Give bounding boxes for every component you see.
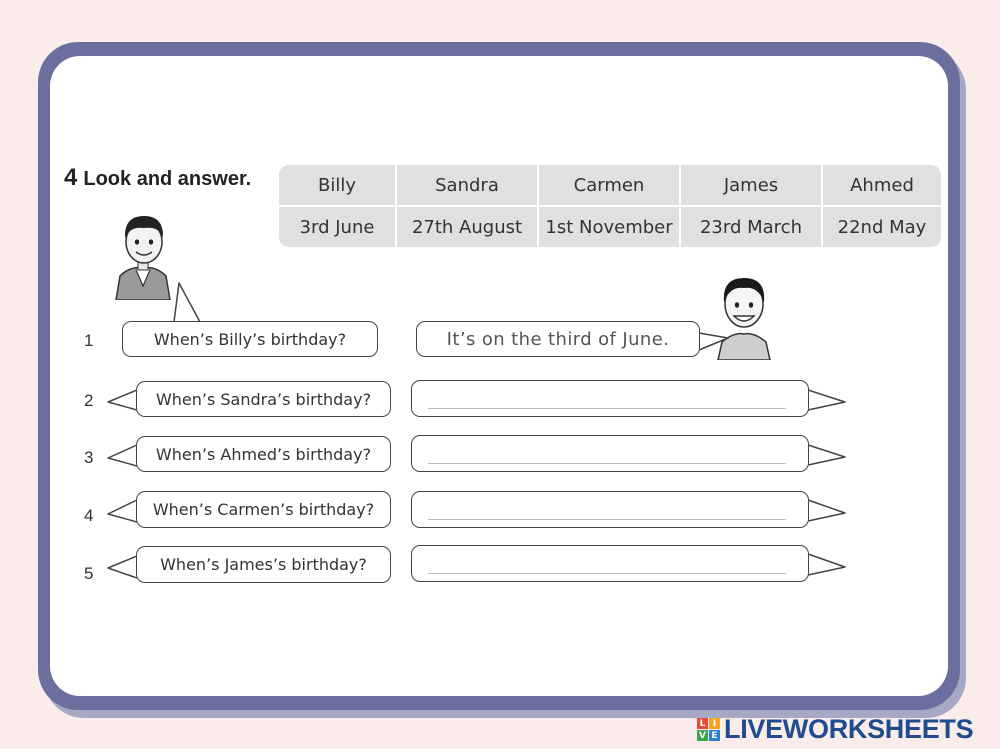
- name-cell: Sandra: [397, 165, 539, 207]
- question-bubble: [136, 436, 391, 472]
- answer-input-5[interactable]: [428, 551, 790, 575]
- name-cell: Ahmed: [823, 165, 941, 207]
- logo-mark-letter: I: [709, 718, 720, 729]
- question-bubble: [122, 321, 378, 357]
- question-text: When’s Carmen’s birthday?: [152, 500, 375, 519]
- item-number: 3: [84, 448, 94, 467]
- question-text: When’s James’s birthday?: [160, 555, 367, 574]
- name-cell: Carmen: [539, 165, 681, 207]
- item-number: 5: [84, 564, 94, 583]
- exercise-title-text: Look and answer.: [83, 168, 252, 190]
- date-cell: 22nd May: [837, 216, 927, 238]
- answer-text: It’s on the third of June.: [446, 328, 670, 350]
- date-cell: 23rd March: [681, 207, 823, 247]
- logo-mark-icon: [697, 718, 720, 741]
- item-number: 2: [84, 391, 94, 410]
- logo-mark-letter: V: [697, 730, 708, 741]
- exercise-number: 4: [64, 164, 78, 191]
- answer-input-4[interactable]: [428, 497, 790, 521]
- name-cell: Billy: [279, 165, 397, 207]
- answer-bubble: [416, 321, 700, 357]
- liveworksheets-logo[interactable]: [697, 714, 973, 745]
- logo-mark-letter: L: [697, 718, 708, 729]
- question-bubble: [136, 546, 391, 583]
- logo-text: LIVEWORKSHEETS: [724, 714, 974, 744]
- question-text: When’s Sandra’s birthday?: [155, 389, 372, 409]
- date-cell: 3rd June: [279, 207, 397, 247]
- date-cell: 27th August: [397, 207, 539, 247]
- logo-mark-letter: E: [709, 730, 720, 741]
- item-number: 4: [84, 506, 94, 525]
- question-bubble: [136, 381, 391, 417]
- answer-input-3[interactable]: [428, 441, 790, 465]
- answer-input-2[interactable]: [428, 386, 790, 410]
- date-cell: 1st November: [539, 207, 681, 247]
- name-cell: James: [681, 165, 823, 207]
- question-text: When’s Ahmed’s birthday?: [155, 444, 372, 464]
- question-text: When’s Billy’s birthday?: [153, 329, 347, 349]
- question-bubble: [136, 491, 391, 528]
- item-number: 1: [84, 331, 94, 350]
